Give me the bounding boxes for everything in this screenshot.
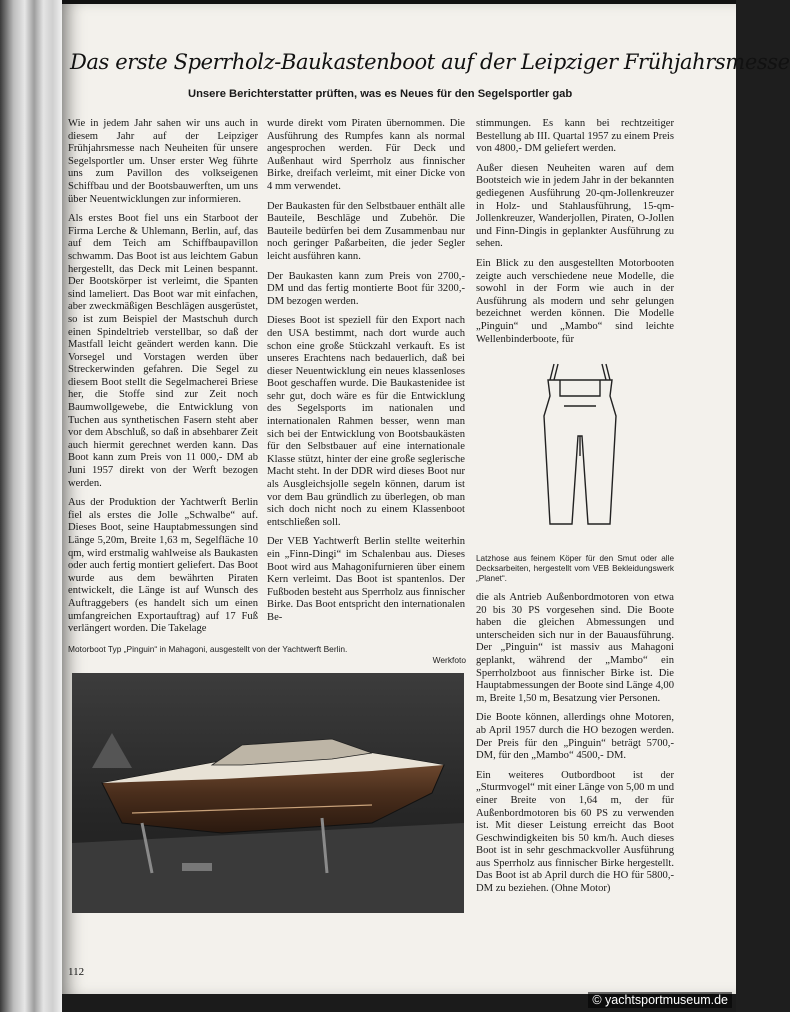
- watermark: © yachtsportmuseum.de: [588, 992, 732, 1008]
- overall-caption: Latzhose aus feinem Köper für den Smut oder alle Decksarbeiten, hergestellt vom VEB Bekleidungswerk „Planet“.: [476, 554, 674, 583]
- column-3-bottom: [476, 592, 674, 957]
- paragraph: Dieses Boot ist speziell für den Export nach den USA bestimmt, nach dort wurde auch schon eine große Stückzahl verkauft. Es ist unseres Erachtens nach bedauerlich, daß bei dieser Neuentwicklung ein neues klassenloses Boot geschaffen wurde. Die Baukastenidee ist sehr gut, doch wäre es für die Entwicklung des Segelsports im nationalen und internationalen Rahmen besser, wenn man sich bei der Entwicklung von Bootsbaukästen für den Selbstbauer auf eine internationale Klasse stützt, hinter der eine große seglerische Macht steht. In der DDR wird dieses Boot nur als Ausgleichsjolle segeln können, darum ist vor dem Bau gründlich zu überlegen, ob man sich doch nicht noch zu einem Klassenboot entschließen soll.: [267, 315, 465, 528]
- book-page-edges: [0, 0, 62, 1012]
- photo-credit: Werkfoto: [432, 654, 466, 665]
- paragraph: Aus der Produktion der Yachtwerft Berlin fiel als erstes die Jolle „Schwalbe“ auf. Dieses Boot, seine Hauptabmessungen sind Länge 5,20m, Breite 1,63 m, Segelfläche 10 qm, wird erstmalig wahlweise als Baukasten oder auch fertig montiert geliefert. Das Boot wurde aus dem bewährten Piraten entwickelt, die Länge ist auf Wunsch des Auftraggebers (es handelt sich um einen umfangreichen Exportauftrag) auf 17 Fuß verlängert worden. Die Takelage: [68, 497, 258, 635]
- paragraph: Außer diesen Neuheiten waren auf dem Bootsteich wie in jedem Jahr in der bekannten gediegenen Ausführung 20-qm-Jollenkreuzer in Holz- und Stahlausführung, 15-qm-Jollenkreuzer, Wanderjollen, Piraten, O-Jollen und Finn-Dingis in geplankter Ausführung zu sehen.: [476, 162, 674, 250]
- column-1: [68, 118, 258, 635]
- column-3-top: [476, 118, 674, 368]
- paragraph: wurde direkt vom Piraten übernommen. Die Ausführung des Rumpfes kann als normal angesprochen werden. Für Deck und Außenhaut wird Sperrholz aus finnischer Birke, dreifach verleimt, mit einer Dicke von 4 mm verwendet.: [267, 118, 465, 192]
- paragraph: Als erstes Boot fiel uns ein Starboot der Firma Lerche & Uhlemann, Berlin, auf, das auf dem Teich am Schiffbaupavillon schwamm. Das Boot ist aus leichtem Gabun hergestellt, das Deck mit Leinen bespannt. Der Bootskörper ist verleimt, die Spanten sind lameliert. Das Boot war mit einfachen, aber zweckmäßigen Beschlägen ausgerüstet, so ist zum Beispiel der Mastschuh durch einen Spindeltrieb verstellbar, so daß der Mastfall leicht geändert werden kann. Die Vorsegel und Vorstagen werden über Streckerwinden gefahren. Die Segel zu diesem Boot stellt die Segelmacherei Briese her, die Stoffe sind zur Zeit noch Baumwollgewebe, die Entwicklung von Tuchen aus synthetischen Fasern steht aber vor dem Abschluß, so daß in absehbarer Zeit auch hiermit gerechnet werden kann. Das Boot kann zum Preis von 11 000,- DM ab Juni 1957 direkt von der Werft bezogen werden.: [68, 213, 258, 489]
- page-number: 112: [68, 966, 85, 978]
- boat-caption: [68, 644, 466, 665]
- column-2: [267, 118, 465, 623]
- paragraph: Ein Blick zu den ausgestellten Motorbooten zeigte auch verschiedene neue Modelle, die sowohl in der Form wie auch in der Ausführung als modern und sehr gelungen bezeichnet werden können. Die Modelle „Pinguin“ und „Mambo“ sind leichte Wellenbinderboote, für: [476, 257, 674, 345]
- article-subtitle: Unsere Berichterstatter prüften, was es Neues für den Segelsportler gab: [188, 88, 573, 100]
- paragraph: stimmungen. Es kann bei rechtzeitiger Bestellung ab III. Quartal 1957 zu einem Preis von 4800,- DM geliefert werden.: [476, 118, 674, 155]
- paragraph: Der VEB Yachtwerft Berlin stellte weiterhin ein „Finn-Dingi“ im Schalenbau aus. Dieses Boot wird aus Mahagonifurnieren über einem Kern verleimt. Das Boot ist spantenlos. Der Fußboden besteht aus Sperrholz aus finnischer Birke. Das Boot entspricht den internationalen Be-: [267, 536, 465, 623]
- overall-illustration: [540, 356, 620, 536]
- boat-photo: [72, 673, 464, 913]
- paragraph: Der Baukasten für den Selbstbauer enthält alle Bauteile, Beschläge und Zubehör. Die Bauteile bedürfen bei dem Zusammenbau nur noch geringer Paßarbeiten, die jeder Segler leicht ausführen kann.: [267, 200, 465, 262]
- paragraph: die als Antrieb Außenbordmotoren von etwa 20 bis 30 PS vorgesehen sind. Die Boote haben die gleichen Abmessungen und unterscheiden sich nur in der Bauausführung. Der „Pinguin“ ist massiv aus Mahagoni geplankt, während der „Mambo“ ein Sperrholzboot aus finnischer Birke ist. Die Hauptabmessungen der Boote sind Länge 4,00 m, Breite 1,50 m, Besatzung vier Personen.: [476, 592, 674, 704]
- paragraph: Ein weiteres Outbordboot ist der „Sturmvogel“ mit einer Länge von 5,00 m und einer Breite von 1,64 m, der für Außenbordmotoren bis 60 PS zu verwenden ist. Mit dieser Leistung erreicht das Boot Geschwindigkeiten bis 50 km/h. Auch dieses Boot ist in sehr geschmackvoller Ausführung aus Sperrholz aus finnischer Birke hergestellt. Das Boot ist ab April durch die HO für 5800,- DM zu beziehen. (Ohne Motor): [476, 769, 674, 895]
- paragraph: Die Boote können, allerdings ohne Motoren, ab April 1957 durch die HO bezogen werden. Der Preis für den „Pinguin“ beträgt 5700,- DM, für den „Mambo“ 4500,- DM.: [476, 712, 674, 762]
- paragraph: Der Baukasten kann zum Preis von 2700,- DM und das fertig montierte Boot für 3200,- DM bezogen werden.: [267, 270, 465, 307]
- boat-caption-text: Motorboot Typ „Pinguin“ in Mahagoni, ausgestellt von der Yachtwerft Berlin.: [68, 644, 348, 654]
- paragraph: Wie in jedem Jahr sahen wir uns auch in diesem Jahr auf der Leipziger Frühjahrsmesse nach Neuheiten für unsere Segelsportler um. Unser erster Weg führte uns zum Pavillon des volkseigenen Schiffbau und der Bootsbauwerften, um uns über Neuentwicklungen zur informieren.: [68, 118, 258, 205]
- article-title: Das erste Sperrholz-Baukastenboot auf der Leipziger Frühjahrsmesse: [70, 50, 790, 74]
